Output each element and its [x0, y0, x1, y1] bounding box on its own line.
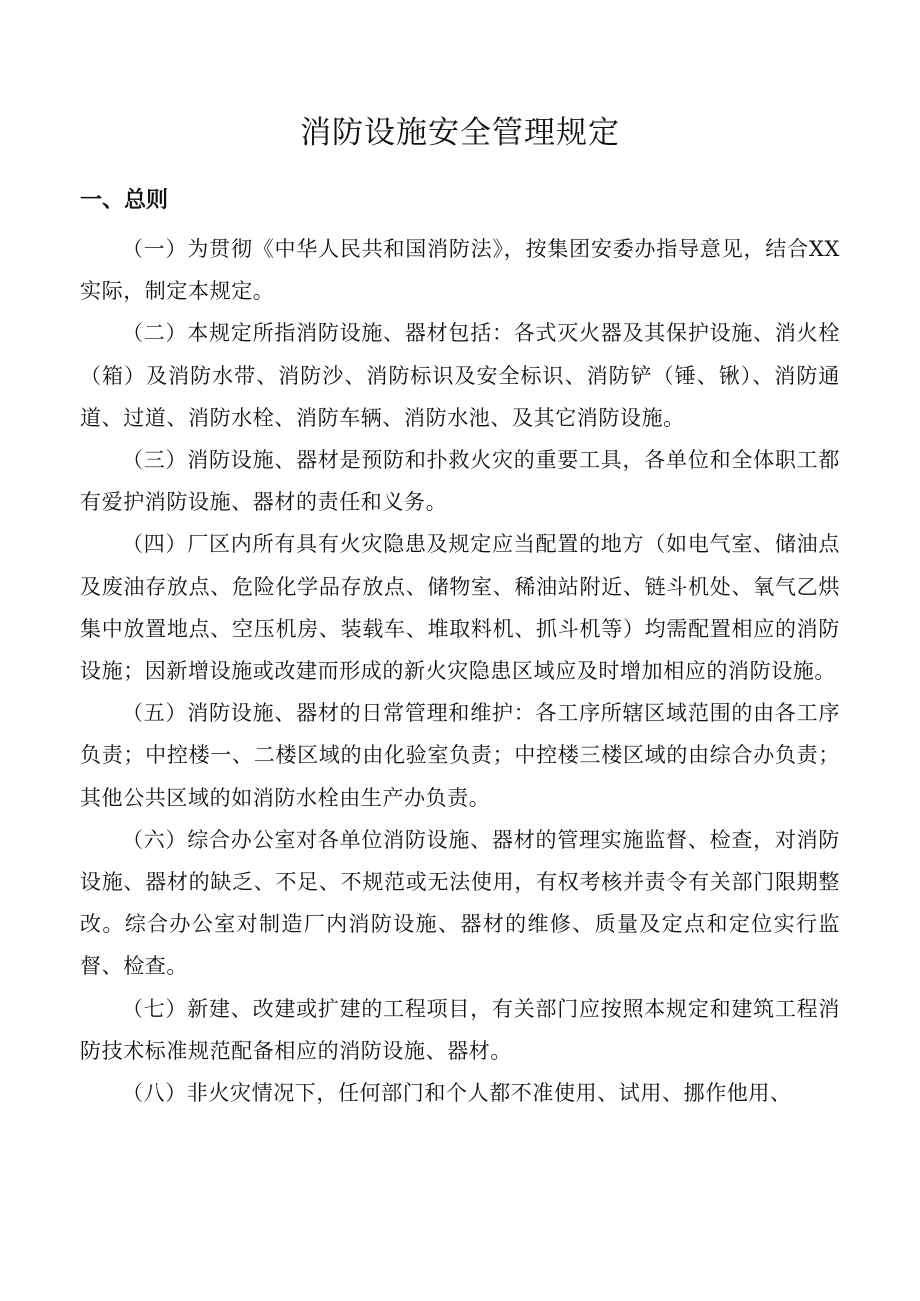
paragraph-5: （五）消防设施、器材的日常管理和维护：各工序所辖区域范围的由各工序负责；中控楼一、二楼区域的由化验室负责；中控楼三楼区域的由综合办负责；其他公共区域的如消防水栓由生产办负责。	[80, 701, 840, 810]
paragraph-6: （六）综合办公室对各单位消防设施、器材的管理实施监督、检查，对消防设施、器材的缺乏、不足、不规范或无法使用，有权考核并责令有关部门限期整改。综合办公室对制造厂内消防设施、器材的维修、质量及定点和定位实行监督、检查。	[80, 827, 840, 979]
document-body	[80, 228, 840, 1114]
paragraph-4: （四）厂区内所有具有火灾隐患及规定应当配置的地方（如电气室、储油点及废油存放点、危险化学品存放点、储物室、稀油站附近、链斗机处、氧气乙烘集中放置地点、空压机房、装载车、堆取料机、抓斗机等）均需配置相应的消防设施；因新增设施或改建而形成的新火灾隐患区域应及时增加相应的消防设施。	[80, 532, 840, 684]
paragraph-3: （三）消防设施、器材是预防和扑救火灾的重要工具，各单位和全体职工都有爱护消防设施、器材的责任和义务。	[80, 448, 840, 515]
section-heading-general: 一、总则	[80, 188, 169, 213]
paragraph-8: （八）非火灾情况下，任何部门和个人都不准使用、试用、挪作他用、	[122, 1081, 792, 1106]
document-title: 消防设施安全管理规定	[300, 115, 620, 151]
paragraph-7: （七）新建、改建或扩建的工程项目，有关部门应按照本规定和建筑工程消防技术标准规范配备相应的消防设施、器材。	[80, 996, 840, 1063]
paragraph-2: （二）本规定所指消防设施、器材包括：各式灭火器及其保护设施、消火栓（箱）及消防水带、消防沙、消防标识及安全标识、消防铲（锤、锹）、消防通道、过道、消防水栓、消防车辆、消防水池、及其它消防设施。	[80, 321, 840, 430]
paragraph-1: （一）为贯彻《中华人民共和国消防法》，按集团安委办指导意见，结合XX实际，制定本规定。	[80, 237, 840, 304]
